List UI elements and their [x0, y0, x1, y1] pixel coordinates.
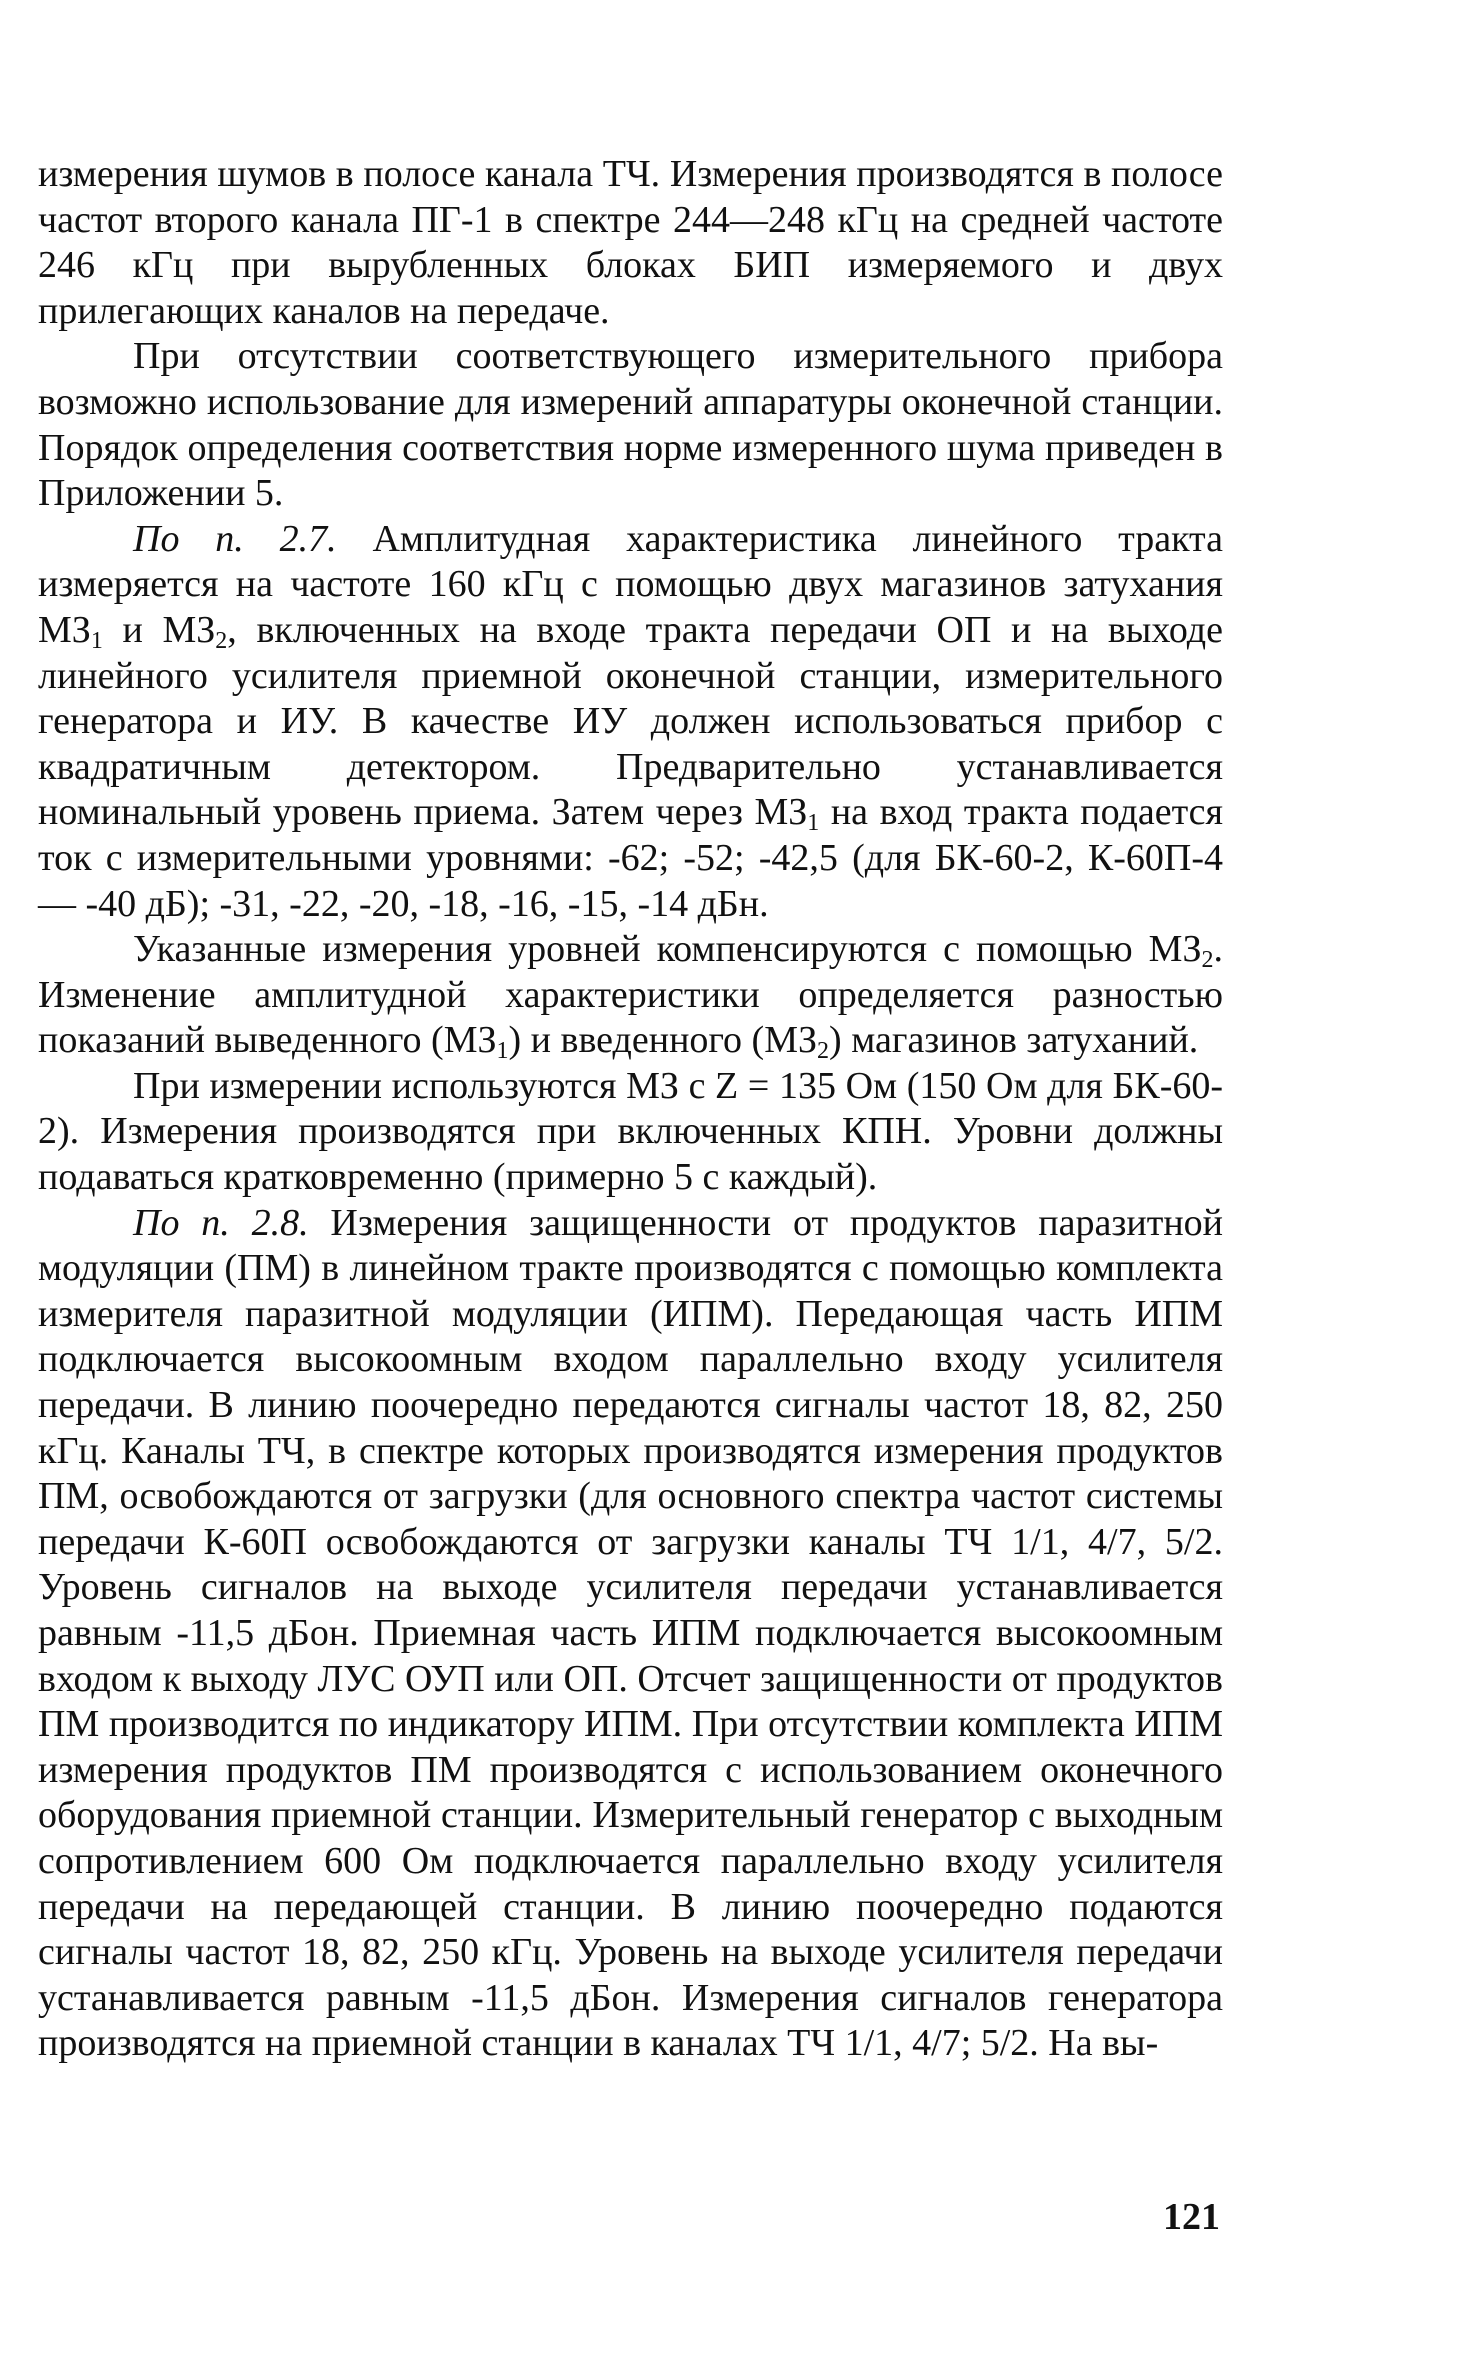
page-body — [38, 152, 1223, 2067]
section-reference: По п. 2.7. — [133, 517, 337, 560]
paragraph-text: Измерения защищенности от продуктов паразитной модуляции (ПМ) в линейном тракте производятся с помощью комплекта измерителя паразитной модуляции (ИПМ). Передающая часть ИПМ подключается высокоомным входом параллельно входу усилителя передачи. В линию поочередно передаются сигналы частот 18, 82, 250 кГц. Каналы ТЧ, в спектре которых производятся измерения продуктов ПМ, освобождаются от загрузки (для основного спектра частот системы передачи К-60П освобождаются от загрузки каналы ТЧ 1/1, 4/7, 5/2. Уровень сигналов на выходе усилителя передачи устанавливается равным -11,5 дБон. Приемная часть ИПМ подключается высокоомным входом к выходу ЛУС ОУП или ОП. Отсчет защищенности от продуктов ПМ производится по индикатору ИПМ. При отсутствии комплекта ИПМ измерения продуктов ПМ производятся с использованием оконечного оборудования приемной станции. Измерительный генератор с выходным сопротивлением 600 Ом подключается параллельно входу усилителя передачи на передающей станции. В линию поочередно подаются сигналы частот 18, 82, 250 кГц. Уровень на выходе усилителя передачи устанавливается равным -11,5 дБон. Измерения сигналов генератора производятся на приемной станции в каналах ТЧ 1/1, 4/7; 5/2. На вы- — [38, 1201, 1223, 2065]
paragraph-2: При отсутствии соответствующего измерительного прибора возможно использование для измерений аппаратуры оконечной станции. Порядок определения соответствия норме измеренного шума приведен в Приложении 5. — [38, 335, 1223, 515]
paragraph-4 — [38, 927, 1223, 1064]
subscript: 1 — [496, 1038, 509, 1065]
subscript: 2 — [215, 627, 228, 654]
subscript: 1 — [807, 810, 820, 837]
paragraph-5: При измерении используются МЗ с Z = 135 Ом (150 Ом для БК-60-2). Измерения производятся при включенных КПН. Уровни должны подаваться кратковременно (примерно 5 с каждый). — [38, 1064, 1223, 1199]
paragraph-3-amplitude — [38, 517, 1223, 927]
paragraph-text: ) магазинов затуханий. — [829, 1019, 1199, 1062]
section-reference: По п. 2.8. — [133, 1201, 309, 1244]
paragraph-text: и МЗ — [102, 608, 216, 651]
subscript: 2 — [817, 1038, 830, 1065]
paragraph-text: . Изменение амплитудной характеристики определяется разностью показаний выведенного (МЗ — [38, 928, 1223, 1062]
page-number: 121 — [1163, 2196, 1220, 2238]
paragraph-text: на вход тракта подается ток с измерительными уровнями: -62; -52; -42,5 (для БК-60-2, К-60П-4 — -40 дБ); -31, -22, -20, -18, -16, -15, -14 дБн. — [38, 791, 1223, 925]
paragraph-6-parasitic-modulation — [38, 1201, 1223, 2067]
paragraph-text: Указанные измерения уровней компенсируются с помощью МЗ — [133, 928, 1202, 971]
subscript: 1 — [90, 627, 103, 654]
subscript: 2 — [1201, 947, 1214, 974]
paragraph-text: Амплитудная характеристика линейного тракта измеряется на частоте 160 кГц с помощью двух магазинов затухания МЗ — [38, 517, 1223, 651]
paragraph-text: , включенных на входе тракта передачи ОП и на выходе линейного усилителя приемной оконечной станции, измерительного генератора и ИУ. В качестве ИУ должен использоваться прибор с квадратичным детектором. Предварительно устанавливается номинальный уровень приема. Затем через МЗ — [38, 608, 1224, 834]
paragraph-text: ) и введенного (МЗ — [508, 1019, 818, 1062]
paragraph-1: измерения шумов в полосе канала ТЧ. Измерения производятся в полосе частот второго канала ПГ-1 в спектре 244—248 кГц на средней частоте 246 кГц при вырубленных блоках БИП измеряемого и двух прилегающих каналов на передаче. — [38, 153, 1223, 332]
